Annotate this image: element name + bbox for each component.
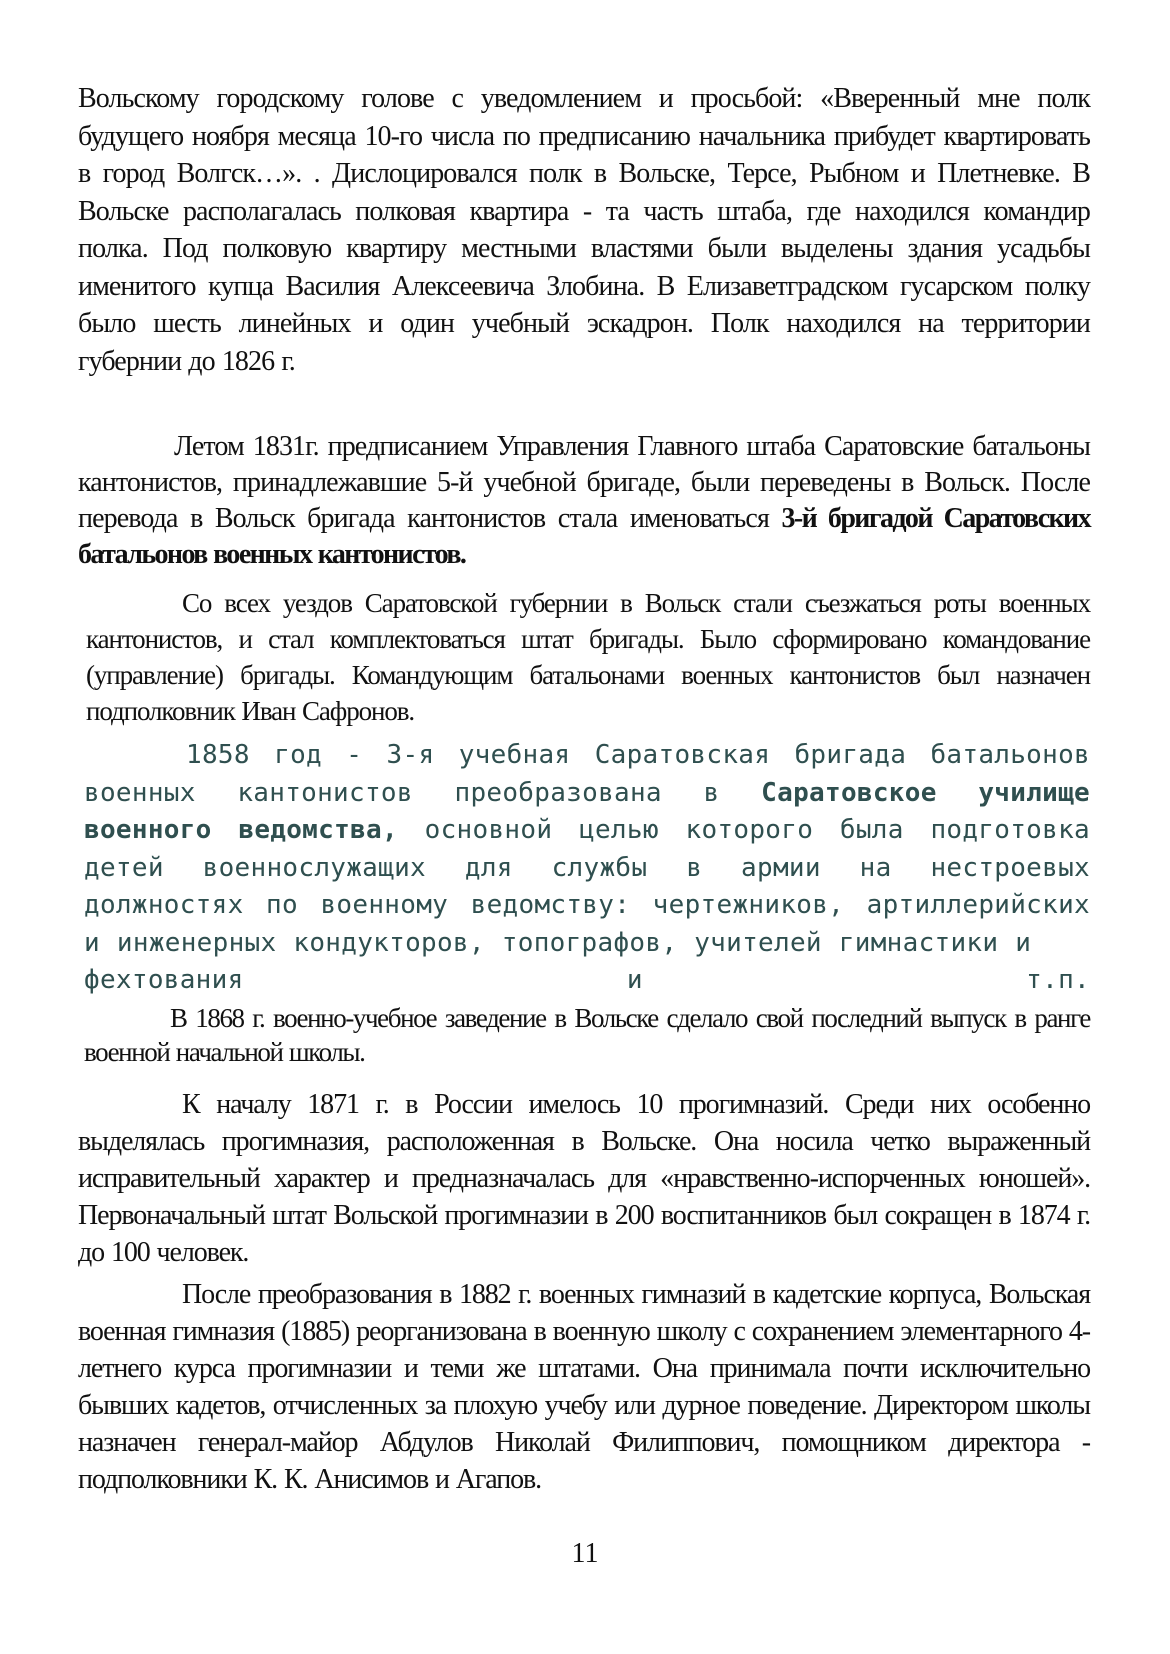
paragraph-1858-last-line xyxy=(84,962,1090,1000)
last-line-word-3: т.п. xyxy=(1026,965,1090,995)
paragraph-1882-reorganization: После преобразования в 1882 г. военных гимназий в кадетские корпуса, Вольская военная гимназия (1885) реорганизована в военную школу с сохранением элементарного 4-летнего курса прогимназии и теми же штатами. Она принимала почти исключительно бывших кадетов, отчисленных за плохую учебу или дурное поведение. Директором школы назначен генерал-майор Абдулов Николай Филиппович, помощником директора - подполковники К. К. Анисимов и Агапов. xyxy=(78,1279,1090,1495)
paragraph-regiment: Вольскому городскому голове с уведомлением и просьбой: «Вверенный мне полк будущего ноября месяца 10-го числа по предписанию начальника прибудет квартировать в город Волгск…». . Дислоцировался полк в Вольске, Терсе, Рыбном и Плетневке. В Вольске располагалась полковая квартира - та часть штаба, где находился командир полка. Под полковую квартиру местными властями были выделены здания усадьбы именитого купца Василия Алексеевича Злобина. В Елизаветградском гусарском полку было шесть линейных и один учебный эскадрон. Полк находился на территории губернии до 1826 г. xyxy=(78,83,1090,377)
paragraph-1858-text-after: основной целью которого была подготовка детей военнослужащих для службы в армии на нестроевых должностях по военному ведомству: чертежников, артиллерийских и инженерных кондукторов, топографов, учителей гимнастики и xyxy=(84,815,1090,958)
paragraph-cantonists-1831 xyxy=(78,429,1090,573)
page-number: 11 xyxy=(571,1538,599,1569)
paragraph-1858-school xyxy=(84,737,1090,1000)
paragraph-cantonists-1831-text: Летом 1831г. предписанием Управления Главного штаба Саратовские батальоны кантонистов, принадлежавшие 5-й учебной бригаде, были переведены в Вольск. После перевода в Вольск бригада кантонистов стала именоваться xyxy=(78,431,1090,534)
paragraph-1858-text-before: 1858 год - 3-я учебная Саратовская бригада батальонов военных кантонистов преобразована в xyxy=(84,740,1090,808)
last-line-word-2: и xyxy=(626,965,643,995)
last-line-word-1: фехтования xyxy=(84,965,244,995)
brigade-name-bold: 3-й бригадой Саратовских батальонов военных кантонистов. xyxy=(78,503,1090,570)
paragraph-1868-graduation: В 1868 г. военно-учебное заведение в Вольске сделало свой последний выпуск в ранге военной начальной школы. xyxy=(84,1003,1090,1067)
school-name-bold: Саратовское училище военного ведомства, xyxy=(84,777,1090,845)
paragraph-1871-progymnasium: К началу 1871 г. в России имелось 10 прогимназий. Среди них особенно выделялась прогимназия, расположенная в Вольске. Она носила четко выраженный исправительный характер и предназначалась для «нравственно-испорченных юношей». Первоначальный штат Вольской прогимназии в 200 воспитанников был сокращен в 1874 г. до 100 человек. xyxy=(78,1089,1090,1268)
paragraph-brigade-formation: Со всех уездов Саратовской губернии в Вольск стали съезжаться роты военных кантонистов, и стал комплектоваться штат бригады. Было сформировано командование (управление) бригады. Командующим батальонами военных кантонистов был назначен подполковник Иван Сафронов. xyxy=(86,588,1090,726)
